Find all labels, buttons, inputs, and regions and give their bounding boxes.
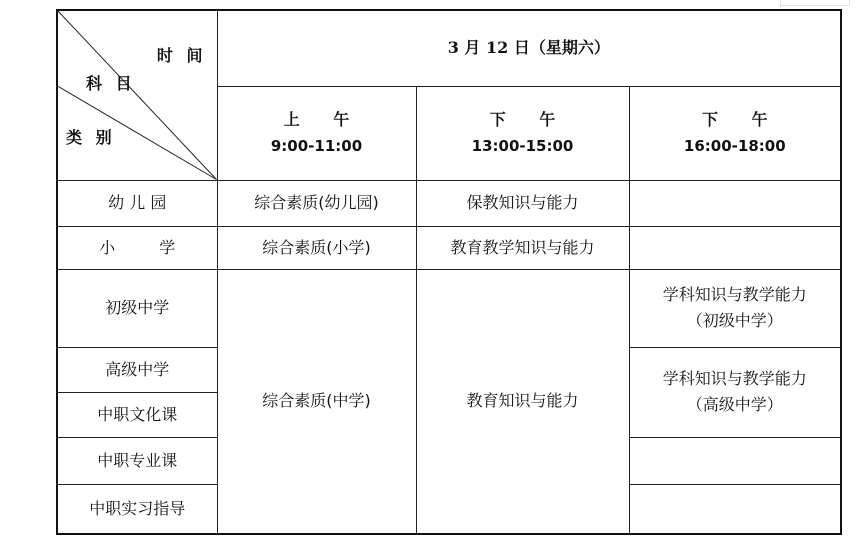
session-late-afternoon-time: 16:00-18:00 — [683, 137, 786, 155]
primary-morning-subject: 综合素质(小学) — [217, 226, 416, 269]
vocational-major-late-subject — [629, 437, 841, 484]
session-late-afternoon-name: 下 午 — [701, 110, 782, 129]
category-kindergarten: 幼 儿 园 — [57, 180, 217, 226]
secondary-afternoon-subject: 教育知识与能力 — [416, 269, 629, 534]
primary-late-subject — [629, 226, 841, 269]
junior-high-late-subject — [629, 269, 841, 347]
category-vocational-internship: 中职实习指导 — [57, 484, 217, 534]
category-primary — [57, 226, 217, 269]
category-primary-first-char: 小 — [99, 237, 116, 257]
session-morning-name: 上 午 — [283, 110, 364, 129]
senior-high-late-subject-line1: 学科知识与教学能力 — [662, 369, 807, 388]
session-afternoon-header — [416, 86, 629, 180]
category-senior-high: 高级中学 — [57, 347, 217, 392]
header-diagonal-cell — [57, 10, 217, 180]
session-afternoon-name: 下 午 — [489, 110, 570, 129]
category-vocational-culture: 中职文化课 — [57, 392, 217, 437]
subject-header-label: 科 目 — [86, 74, 136, 93]
kindergarten-morning-subject: 综合素质(幼儿园) — [217, 180, 416, 226]
category-vocational-major: 中职专业课 — [57, 437, 217, 484]
session-afternoon-time: 13:00-15:00 — [471, 137, 574, 155]
session-morning-header — [217, 86, 416, 180]
senior-high-late-subject — [629, 347, 841, 437]
exam-schedule-table — [56, 9, 842, 535]
kindergarten-late-subject — [629, 180, 841, 226]
secondary-morning-subject: 综合素质(中学) — [217, 269, 416, 534]
category-primary-second-char: 学 — [159, 237, 176, 257]
diagonal-lines — [58, 11, 217, 180]
primary-afternoon-subject: 教育教学知识与能力 — [416, 226, 629, 269]
window-corner-decoration — [780, 0, 850, 6]
junior-high-late-subject-line2: （初级中学） — [686, 311, 783, 330]
junior-high-late-subject-line1: 学科知识与教学能力 — [662, 285, 807, 304]
vocational-internship-late-subject — [629, 484, 841, 534]
time-header-label: 时 间 — [156, 46, 207, 65]
kindergarten-afternoon-subject: 保教知识与能力 — [416, 180, 629, 226]
session-late-afternoon-header — [629, 86, 841, 180]
session-morning-time: 9:00-11:00 — [270, 137, 363, 155]
exam-date-header: 3 月 12 日（星期六） — [217, 10, 841, 86]
senior-high-late-subject-line2: （高级中学） — [686, 395, 783, 414]
category-header-label: 类 别 — [66, 128, 116, 147]
category-junior-high: 初级中学 — [57, 269, 217, 347]
